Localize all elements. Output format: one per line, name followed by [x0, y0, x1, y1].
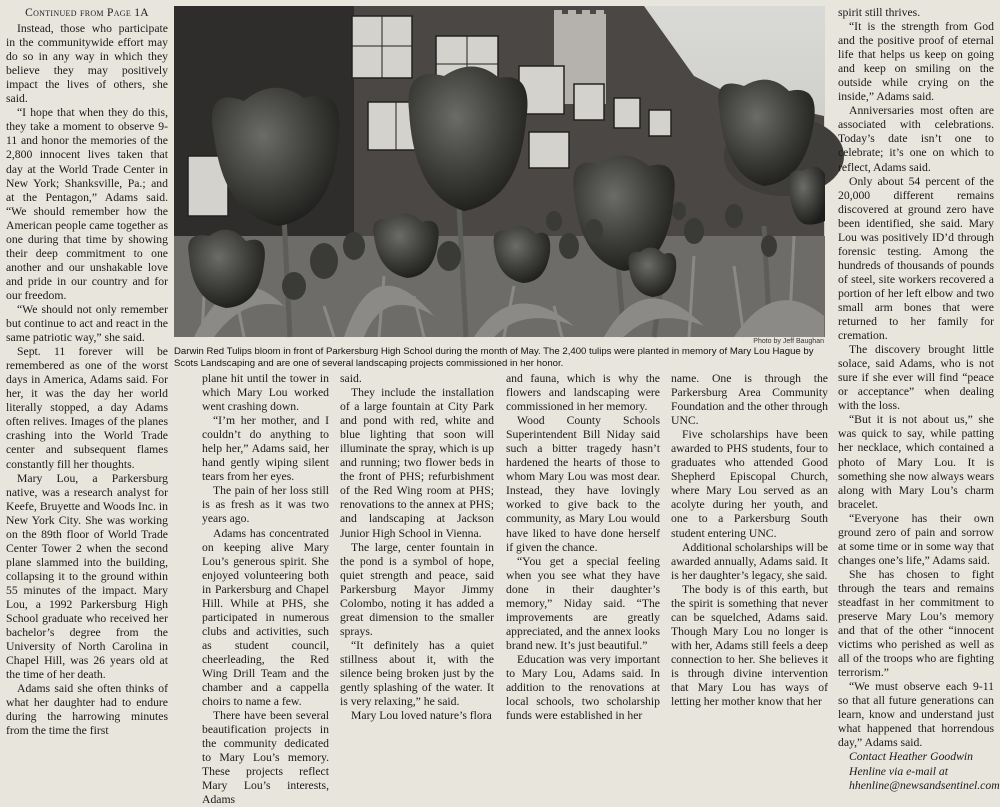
paragraph: Sept. 11 forever will be remembered as one of the worst days in America, Adams said. For her, it was the day her world literally stopped, a day Adams often relives. Images of the planes crashing into the World Trade center and subsequent flames constantly fill her thoughts.	[6, 345, 168, 471]
email-link[interactable]: hhenline@newsandsentinel.com	[849, 778, 1000, 792]
paragraph: “We should not only remember but continue to act and react in the same patriotic way,” she said.	[6, 302, 168, 345]
paragraph: “You get a special feeling when you see what they have done in their daughter’s memory,” Niday said. “The improvements are greatly appreciated, and the annex looks brand new. It’s just beautiful.”	[506, 554, 660, 652]
paragraph: Instead, those who participate in the communitywide effort may do so in any way in which they believe they may positively impact the lives of others, she said.	[6, 22, 168, 106]
column-1-paragraphs	[6, 22, 168, 738]
paragraph: “But it is not about us,” she was quick to say, while patting her necklace, which contained a photo of Mary Lou. It is something she now always wears along with Mary Lou’s charm bracelet.	[838, 413, 994, 511]
contact-line: Contact Heather Goodwin	[849, 750, 974, 764]
paragraph: They include the installation of a large fountain at City Park and pond with red, white and blue lighting that soon will illuminate the spray, which is up and running; two flower beds in the front of PHS; refurbishment of the Red Wing room at PHS; renovations to the annex at PHS; and landscaping at Jackson Junior High School in Vienna.	[340, 386, 494, 540]
paragraph: Anniversaries most often are associated with celebrations. Today’s date isn’t one to celebrate; it’s one on which to reflect, Adams said.	[838, 104, 994, 174]
paragraph: “We must observe each 9-11 so that all future generations can learn, know and understand just what happened that horrendous day,” Adams said.	[838, 680, 994, 750]
paragraph: spirit still thrives.	[838, 6, 921, 19]
paragraph: “I hope that when they do this, they take a moment to observe 9-11 and honor the memories of the 2,800 innocent lives taken that day at the World Trade Center in New York; Shanksville, Pa.; and at the Pentagon,” Adams said. “We should remember how the American people came together as one during that time by showing their deep commitment to one another and our unshakable love and pride in our country and for our freedom.	[6, 106, 168, 302]
paragraph: Adams said she often thinks of what her daughter had to endure during the harrowing minutes from the time the first	[6, 682, 168, 738]
article-column-5	[671, 372, 828, 709]
paragraph: The large, center fountain in the pond is a symbol of hope, quiet strength and peace, said Parkersburg Mayor Jimmy Colombo, noting it has added a great dimension to the smaller sprays.	[340, 540, 494, 638]
paragraph: Mary Lou loved nature’s flora	[351, 709, 492, 723]
paragraph: Wood County Schools Superintendent Bill Niday said such a bitter tragedy hasn’t hardened the hearts of those to whom Mary Lou was most dear. Instead, they have lovingly worked to give back to the community, as Mary Lou would have liked to have done herself if given the chance.	[506, 414, 660, 554]
paragraph: There have been several beautification projects in the community dedicated to Mary Lou’s memory. These projects reflect Mary Lou’s interests, Adams	[202, 709, 329, 807]
paragraph: She has chosen to fight through the tears and remains steadfast in her commitment to preserve Mary Lou’s memory and that of the other “innocent victims who perished as well as all of the troops who are fighting terrorism.”	[838, 567, 994, 680]
article-column-6	[838, 6, 1000, 792]
paragraph: Adams has concentrated on keeping alive Mary Lou’s generous spirit. She enjoyed volunteering both in Parkersburg and Chapel Hill. While at PHS, she participated in numerous clubs and activities, such as student council, cheerleading, the Red Wing Drill Team and the chamber and a cappella choirs to name a few.	[202, 526, 329, 709]
hotline-line: Henline via e-mail at	[849, 764, 948, 778]
paragraph: plane hit until the tower in which Mary Lou worked went crashing down.	[202, 372, 329, 414]
paragraph: “It definitely has a quiet stillness about it, with the silence being broken just by the gently splashing of the water. It is very relaxing,” he said.	[340, 638, 494, 709]
paragraph: and fauna, which is why the flowers and landscaping were commissioned in her memory.	[506, 372, 660, 414]
paragraph: Mary Lou, a Parkersburg native, was a research analyst for Keefe, Bruyette and Woods Inc. in New York City. She was working on the 89th floor of World Trade Center Tower 2 when the second plane slammed into the building, collapsing it to the ground within 55 minutes of the impact. Mary Lou, a 1992 Parkersburg High School graduate who received her bachelor’s degree from the University of North Carolina in Chapel Hill, was 26 years old at the time of her death.	[6, 471, 168, 682]
article-column-3	[340, 372, 494, 723]
continued-from-label: Continued from Page 1A	[25, 7, 149, 19]
tulip-photo	[174, 6, 825, 337]
photo-caption: Darwin Red Tulips bloom in front of Parkersburg High School during the month of May. The 2,400 tulips were planted in memory of Mary Lou Hague by Scots Landscaping and are one of several landscaping projects commissioned in her honor.	[174, 346, 814, 369]
article-column-4	[506, 372, 660, 723]
column-4-paragraphs	[506, 372, 660, 723]
paragraph: said.	[340, 372, 362, 385]
column-6-paragraphs	[838, 6, 994, 750]
paragraph: Additional scholarships will be awarded annually, Adams said. It is her daughter’s legacy, she said.	[671, 540, 828, 582]
column-2-paragraphs	[202, 372, 329, 807]
paragraph: The body is of this earth, but the spirit is something that never can be squelched, Adams said. Though Mary Lou no longer is with her, Adams still feels a deep connection to her. She believes it is through divine intervention that Mary Lou has ways of letting her mother know that her	[671, 582, 828, 709]
photo-credit: Photo by Jeff Baughan	[753, 338, 824, 345]
paragraph: The pain of her loss still is as fresh as it was two years ago.	[202, 484, 329, 526]
paragraph: name. One is through the Parkersburg Area Community Foundation and the other through UNC.	[671, 372, 828, 428]
paragraph: The discovery brought little solace, said Adams, who is not sure if she ever will find “peace or acceptance” when dealing with the loss.	[838, 343, 994, 413]
paragraph: “I’m her mother, and I couldn’t do anything to help her,” Adams said, her hand gently wiping silent tears from her eyes.	[202, 414, 329, 484]
paragraph: “It is the strength from God and the positive proof of eternal life that helps us keep on going and keep on smiling on the outside while crying on the inside,” Adams said.	[838, 20, 994, 104]
paragraph: Only about 54 percent of the 20,000 different remains discovered at ground zero have been identified, she said. Mary Lou was positively ID’d through forensic testing. Among the hundreds of thousands of pounds of steel, site workers recovered a portion of her left elbow and two small arm bones that were returned to her family for cremation.	[838, 174, 994, 343]
paragraph: Five scholarships have been awarded to PHS students, four to graduates who attended Good Shepherd Episcopal Church, where Mary Lou served as an acolyte during her youth, and one to a Parkersburg South student entering UNC.	[671, 428, 828, 540]
article-column-1	[6, 6, 168, 738]
column-3-paragraphs	[340, 372, 494, 723]
column-5-paragraphs	[671, 372, 828, 709]
paragraph: “Everyone has their own ground zero of pain and sorrow at some time or in some way that changes one’s life,” Adams said.	[838, 511, 994, 567]
paragraph: Education was very important to Mary Lou, Adams said. In addition to the renovations at local schools, two scholarship funds were established in her	[506, 652, 660, 723]
article-column-2	[202, 372, 329, 807]
